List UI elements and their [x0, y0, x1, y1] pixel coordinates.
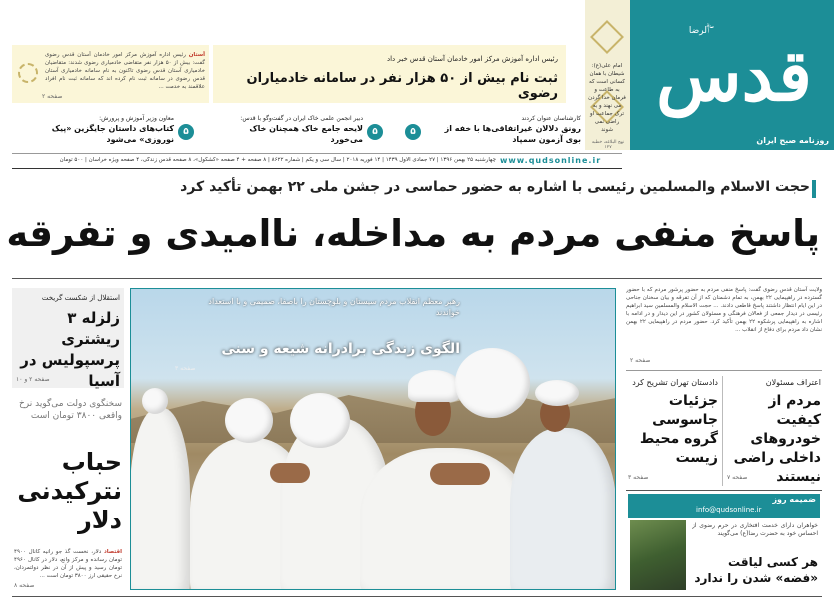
left-story-1-ref: صفحه ۲ و ۱۰	[16, 376, 50, 383]
photo-page-ref: صفحه ۳	[175, 365, 196, 372]
ornament-icon	[590, 20, 624, 54]
mid-teaser-kicker: دبیر انجمن علمی خاک ایران در گفت‌وگو با قدس:	[240, 115, 363, 122]
logo-text: قدس	[656, 34, 812, 117]
top-teaser-left-text	[45, 51, 205, 95]
left-story-1-title: زلزله ۳ ریشتری پرسپولیس در آسیا	[20, 309, 120, 390]
right-col-rule-1	[626, 370, 822, 371]
top-teaser-left-body: رئیس اداره آموزش مرکز امور خادمان آستان قدس رضوی گفت: بیش از ۵۰ هزار نفر متقاضی خادمیاری رضوی شدند: متقاضیان خادمیاری آستان قدس رضوی تاکنون به نام سامانه خادمیاری آستان قدس رضوی در سامانه ثبت نام کرده اند که سامانه ثبت نام افراد علاقمند به خدمت ...	[45, 52, 205, 90]
tag-astan: آستان	[188, 52, 205, 58]
website-link[interactable]: www.qudsonline.ir	[500, 156, 602, 165]
headline-rule	[12, 278, 822, 279]
tag-eghtesad: اقتصاد	[103, 549, 122, 555]
headline-kicker: حجت الاسلام والمسلمین رئیسی با اشاره به حضور حماسی در جشن ملی ۲۲ بهمن تأکید کرد	[180, 179, 810, 195]
mid-teaser-1[interactable]	[403, 112, 583, 152]
roz-label: ضمیمه روز	[772, 495, 816, 504]
info-bar-top-rule	[12, 153, 622, 154]
right-story-2-title: جزئیات جاسوسی گروه محیط زیست	[639, 393, 718, 466]
right-story-1-kicker: اعتراف مسئولان	[765, 378, 821, 387]
left-story-2-kicker: سخنگوی دولت می‌گوید نرخ واقعی ۳۸۰۰ تومان است	[18, 399, 122, 421]
sun-ornament-icon	[18, 63, 38, 83]
right-story-2[interactable]	[626, 376, 720, 486]
left-story-1[interactable]	[12, 288, 124, 388]
top-teaser-left[interactable]	[12, 45, 209, 103]
mid-teaser-title: کتاب‌های داستان جایگزین «پیک نوروزی» می‌شود	[51, 124, 174, 144]
mid-teaser-2[interactable]	[217, 112, 397, 152]
headline-kicker-marker	[812, 180, 816, 198]
right-story-1-ref: صفحه ۷	[727, 474, 748, 481]
masthead-quote: امام علی(ع): شیطان با همان کسانی است که به طاعت و فرمان خدا گردن می نهند و به ترک جماعت او راضی نمی شوند	[588, 63, 626, 133]
right-story-1-title: مردم از کیفیت خودروهای داخلی راضی نیستند	[733, 393, 821, 485]
mid-teaser-title: رونق دلالان غیراتفاقی‌ها با خفه از بوی آزمون سمپاد	[444, 124, 581, 144]
top-teaser-kicker: رئیس اداره آموزش مرکز امور خادمان آستان قدس خبر داد	[386, 55, 558, 63]
top-teaser-main[interactable]	[213, 45, 566, 103]
headline-body-text: ولایت آستان قدس رضوی گفت: پاسخ منفی مردم به حضور پرشور مردم که با حضور گسترده در راهپیمایی ۲۲ بهمن، به تمام دشمنان که از آن تفرقه و بیان سخنان جناحی در این ایام انتظار داشتند پاسخ قاطعی دادند. ... حجت الاسلام والمسلمین سید ابراهیم رئیسی در دیدار جمعی از فعالان فرهنگی و مسئولان کشور در این دیدار و در ادامه با اشاره به راهپیمایی پرشکوه ۲۲ بهمن تأکید کرد. حضور مردم در راهپیمایی ۲۲ بهمن نشان داد مردم برای دفاع از انقلاب ...	[626, 287, 822, 333]
roz-thumbnail	[630, 520, 686, 590]
roz-supplement[interactable]	[626, 492, 822, 592]
roz-body: خواهران دارای خدمت افتخاری در حرم رضوی از احساس خود به حضرت رضا(ع) می‌گویند	[692, 522, 818, 537]
info-bar-bottom-rule	[12, 168, 622, 169]
photo-caption: الگوی زندگی برادرانه شیعه و سنی	[221, 341, 460, 357]
headline-title[interactable]: پاسخ منفی مردم به مداخله، ناامیدی و تفرقه	[6, 212, 820, 255]
slogan: روزنامه صبح ایران	[756, 136, 829, 145]
photo-frame	[130, 288, 616, 590]
date-line: چهارشنبه ۲۵ بهمن ۱۳۹۶ | ۲۷ جمادی الاول ۱۴۳۹ | ۱۴ فوریه ۲۰۱۸ | سال سی و یکم | شماره ۸۶۲۲ | ۸ صفحه + ۴ صفحه «کشکول»، ۸ صفحه قدس زندگی، ۴ صفحه ویژه خراسان | ۵۰۰ تومان	[59, 157, 496, 163]
page-number-badge: ۵	[178, 124, 194, 140]
left-story-1-kicker: استقلال از شکست گریخت	[41, 294, 120, 302]
roz-title: هر کسی لیاقت «فضه» شدن را ندارد	[694, 555, 818, 585]
mid-teaser-kicker: معاون وزیر آموزش و پرورش:	[99, 115, 174, 122]
right-story-2-kicker: دادستان تهران تشریح کرد	[632, 378, 718, 387]
right-col-rule-2	[626, 490, 822, 491]
bottom-rule	[12, 596, 822, 597]
photo-kicker: رهبر معظم انقلاب مردم سیستان و بلوچستان را باصفا، صمیمی و با استعداد خواندند	[208, 297, 460, 317]
masthead-quote-ref: نهج البلاغه، خطبه ۱۲۷	[591, 140, 625, 150]
masthead-logo-block	[629, 0, 834, 150]
right-story-1[interactable]	[725, 376, 823, 486]
mid-teaser-kicker: کارشناسان عنوان کردند	[521, 115, 581, 122]
left-story-2-body-text: دلار، نخست گذ جو رانیه کانال ۴۹۰۰ تومان رسانده و مرکز وانع، دلار در کانال ۴۹۶۰ تومان رسید و پیش از آن در نظر دولتمردان، نرخ حقیقی ارز ۳۸۰۰ تومان است ...	[14, 549, 122, 579]
mid-teaser-3[interactable]	[20, 112, 200, 152]
headline-body	[626, 286, 822, 358]
page-number-badge: ۵	[405, 124, 421, 140]
left-story-2-ref: صفحه ۸	[14, 582, 35, 589]
left-story-2[interactable]	[12, 396, 124, 592]
mid-teaser-title: لایحه جامع خاک همچنان خاک می‌خورد	[249, 124, 363, 144]
roz-email[interactable]: info@qudsonline.ir	[696, 506, 762, 514]
page-number-badge: ۵	[367, 124, 383, 140]
left-story-2-title: حباب نترکیدنی دلار	[17, 448, 122, 534]
top-teaser-title: ثبت نام بیش از ۵۰ هزار نفر در سامانه خادمیاران رضوی	[246, 71, 558, 101]
right-story-2-ref: صفحه ۳	[628, 474, 649, 481]
right-col-divider	[722, 376, 723, 486]
headline-page-ref: صفحه ۲	[630, 357, 651, 364]
top-teaser-left-ref: صفحه ۲	[42, 93, 63, 100]
arabic-mark: ۖاۗلرضا	[688, 26, 710, 36]
